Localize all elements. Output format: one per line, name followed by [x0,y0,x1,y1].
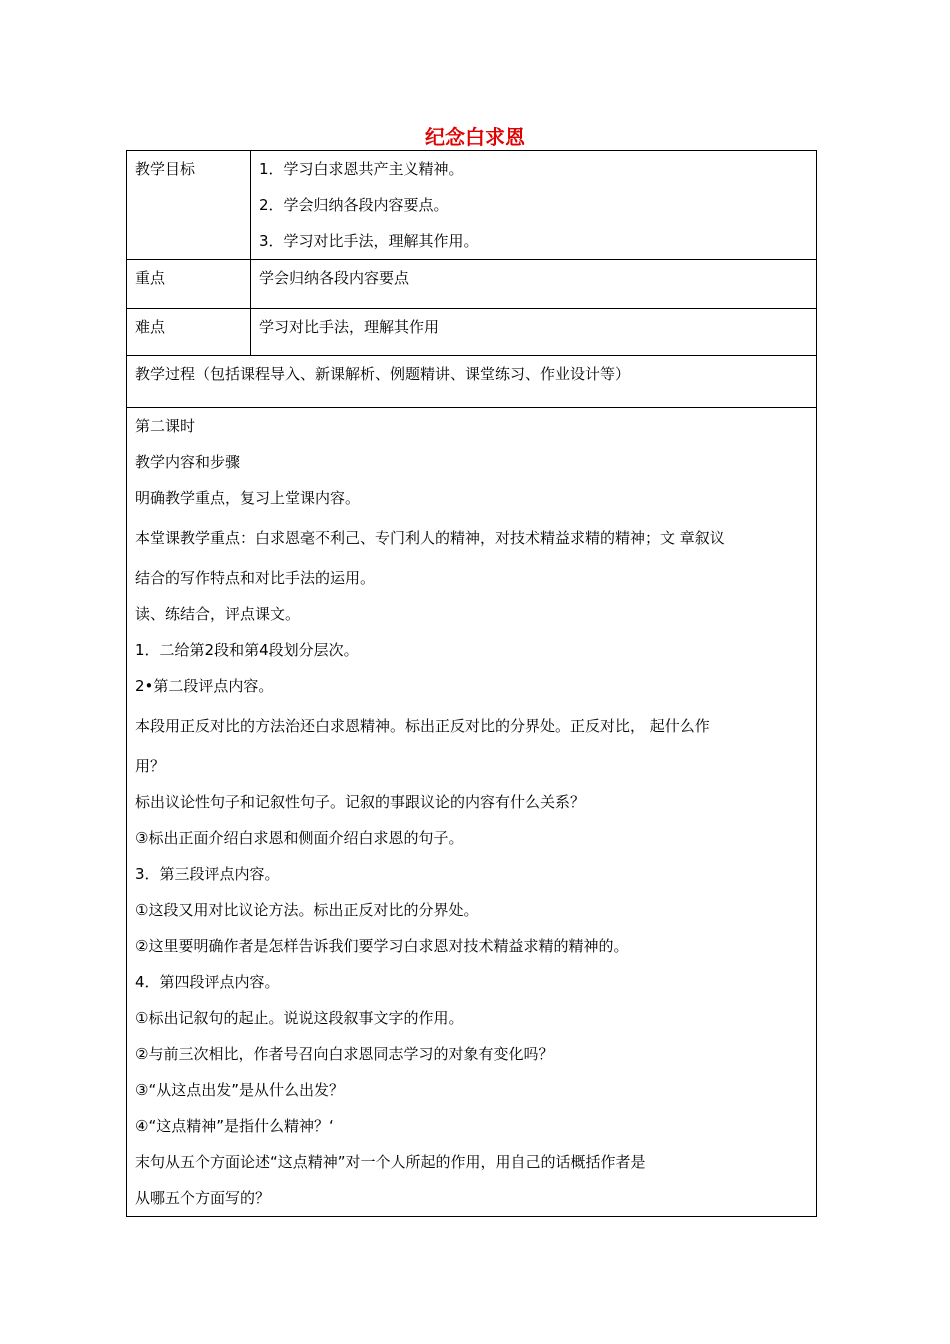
objectives-row [127,151,817,260]
process-line: ①标出记叙句的起止。说说这段叙事文字的作用。 [135,1009,464,1027]
process-header: 教学过程（包括课程导入、新课解析、例题精讲、课堂练习、作业设计等） [127,356,817,408]
process-line: 2•第二段评点内容。 [135,677,274,695]
process-line: 4．第四段评点内容。 [135,973,280,991]
process-line: 末句从五个方面论述“这点精神”对一个人所起的作用，用自己的话概括作者是 [135,1153,646,1171]
process-line: 本堂课教学重点：白求恩毫不利己、专门利人的精神，对技术精益求精的精神；文 章叙议 [135,529,725,547]
key-point-label: 重点 [127,260,251,309]
difficult-point-value: 学习对比手法，理解其作用 [251,309,817,356]
process-line: 本段用正反对比的方法治还白求恩精神。标出正反对比的分界处。正反对比， 起什么作 [135,717,710,735]
lesson-plan-table [126,150,817,1217]
difficult-point-row [127,309,817,356]
process-content [127,408,817,1217]
process-line: 明确教学重点，复习上堂课内容。 [135,489,361,507]
process-line: ①这段又用对比议论方法。标出正反对比的分界处。 [135,901,479,919]
process-line: 教学内容和步骤 [135,453,241,471]
process-line: 1．二给第2段和第4段划分层次。 [135,641,359,659]
process-line: 第二课时 [135,417,196,435]
process-line: 读、练结合，评点课文。 [135,605,301,623]
process-line: ④“这点精神”是指什么精神？‘ [135,1117,334,1135]
process-line: ③“从这点出发”是从什么出发？ [135,1081,344,1099]
process-line: 标出议论性句子和记叙性句子。记叙的事跟议论的内容有什么关系？ [135,793,586,811]
objective-item-1: 1．学习白求恩共产主义精神。 [259,160,464,178]
key-point-row [127,260,817,309]
objective-item-2: 2．学会归纳各段内容要点。 [259,196,449,214]
process-content-row [127,408,817,1217]
process-line: 结合的写作特点和对比手法的运用。 [135,569,376,587]
document-title: 纪念白求恩 [425,125,525,149]
key-point-value: 学会归纳各段内容要点 [251,260,817,309]
process-line: 3．第三段评点内容。 [135,865,280,883]
objectives-content [251,151,817,260]
process-line: 用？ [135,757,166,775]
process-line: ③标出正面介绍白求恩和侧面介绍白求恩的句子。 [135,829,464,847]
process-line: ②与前三次相比，作者号召向白求恩同志学习的对象有变化吗？ [135,1045,554,1063]
objectives-label: 教学目标 [127,151,251,260]
objective-item-3: 3．学习对比手法，理解其作用。 [259,232,479,250]
difficult-point-label: 难点 [127,309,251,356]
process-header-row [127,356,817,408]
process-line: ②这里要明确作者是怎样告诉我们要学习白求恩对技术精益求精的精神的。 [135,937,629,955]
process-line: 从哪五个方面写的？ [135,1189,271,1207]
